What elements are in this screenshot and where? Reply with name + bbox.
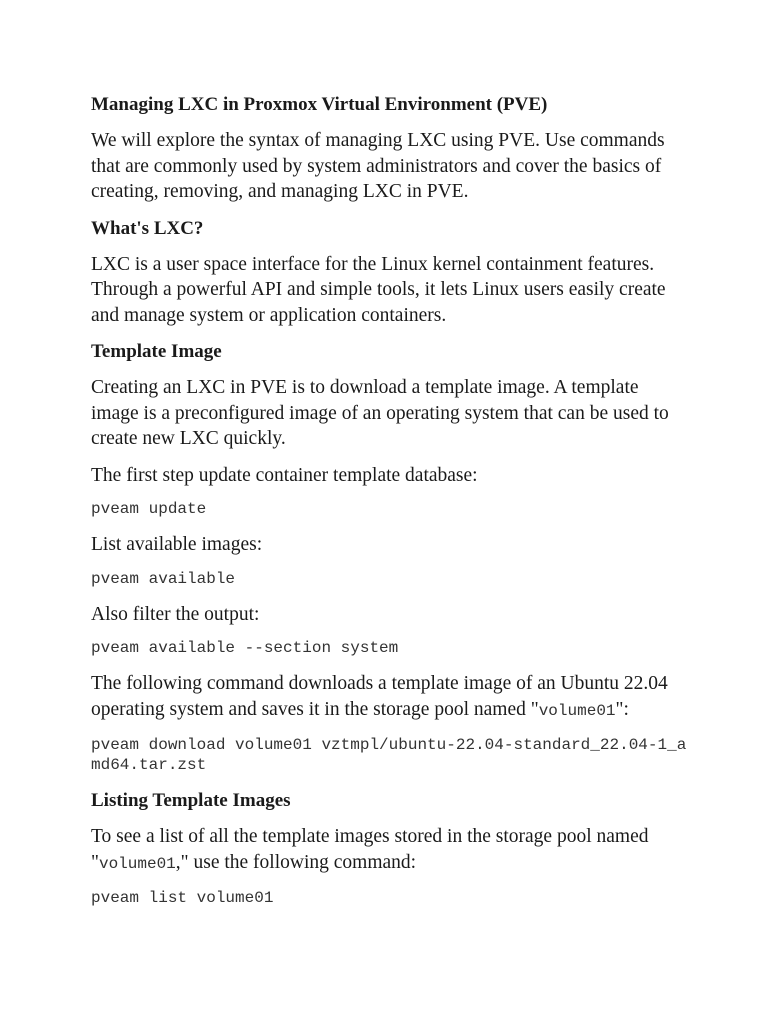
document-page	[91, 92, 691, 921]
intro-paragraph: We will explore the syntax of managing LXC using PVE. Use commands that are commonly used by system administrators and cover the basics of creating, removing, and managing LXC in PVE.	[91, 130, 665, 202]
whats-lxc-paragraph: LXC is a user space interface for the Linux kernel containment features. Through a powerful API and simple tools, it lets Linux users easily create and manage system or application containers.	[91, 253, 666, 326]
listing-text-post: ," use the following command:	[175, 851, 417, 873]
command-download: pveam download volume01 vztmpl/ubuntu-22.04-standard_22.04-1_amd64.tar.zst	[91, 736, 687, 774]
filter-output-text: Also filter the output:	[91, 603, 260, 625]
document-title: Managing LXC in Proxmox Virtual Environment (PVE)	[91, 94, 548, 115]
download-pool-name: volume01	[538, 701, 616, 720]
command-available: pveam available	[91, 569, 236, 588]
step-update-text: The first step update container template database:	[91, 464, 478, 486]
heading-template-image: Template Image	[91, 341, 222, 362]
heading-whats-lxc: What's LXC?	[91, 217, 204, 239]
download-text-post: ":	[615, 698, 629, 720]
listing-text-pre: To see a list of all the template images stored in the storage pool named "	[91, 826, 649, 873]
download-paragraph	[91, 671, 691, 724]
template-image-paragraph: Creating an LXC in PVE is to download a template image. A template image is a preconfigured image of an operating system that can be used to create new LXC quickly.	[91, 377, 669, 449]
command-update: pveam update	[91, 500, 207, 518]
listing-pool-name: volume01	[98, 854, 176, 873]
listing-paragraph	[91, 824, 691, 877]
command-filter: pveam available --section system	[91, 639, 399, 657]
command-list: pveam list volume01	[91, 889, 274, 907]
download-text-pre: The following command downloads a template image of an Ubuntu 22.04 operating system and saves it in the storage pool named "	[91, 673, 668, 720]
list-available-text: List available images:	[91, 534, 263, 555]
heading-listing-templates: Listing Template Images	[91, 790, 291, 811]
